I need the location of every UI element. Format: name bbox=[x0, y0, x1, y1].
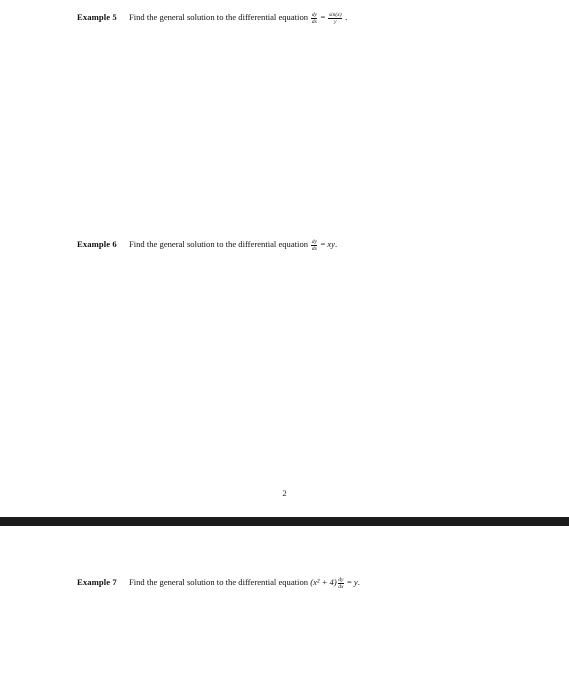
example-prompt: Find the general solution to the differential equation bbox=[128, 12, 309, 22]
example-prompt: Find the general solution to the differential equation bbox=[128, 577, 309, 587]
fraction-numerator: dy bbox=[338, 576, 344, 583]
rhs-expression: xy bbox=[327, 239, 335, 250]
fraction-denominator: y bbox=[333, 18, 337, 25]
period: . bbox=[357, 577, 360, 588]
fraction-numerator: dy bbox=[311, 11, 317, 18]
lhs-prefix: (x² + 4) bbox=[310, 577, 337, 588]
page-separator bbox=[0, 517, 569, 526]
page-number: 2 bbox=[282, 488, 287, 498]
example-label: Example 6 bbox=[77, 239, 117, 249]
fraction-denominator: dx bbox=[338, 583, 344, 590]
example-prompt: Find the general solution to the differential equation bbox=[128, 239, 309, 249]
fraction-denominator: dx bbox=[311, 18, 317, 25]
fraction-numerator: sin(x) bbox=[328, 11, 342, 18]
equals-sign: = bbox=[320, 239, 326, 250]
fraction-denominator: dx bbox=[311, 245, 317, 252]
rhs-fraction bbox=[328, 12, 342, 25]
equals-sign: = bbox=[347, 577, 352, 588]
example-5 bbox=[77, 11, 349, 25]
example-label: Example 5 bbox=[77, 12, 117, 22]
period: . bbox=[345, 12, 348, 23]
rhs-expression: y bbox=[353, 577, 358, 588]
derivative-fraction bbox=[311, 239, 317, 252]
example-6 bbox=[77, 238, 337, 252]
example-label: Example 7 bbox=[77, 577, 117, 587]
example-7 bbox=[77, 576, 360, 590]
equation bbox=[310, 576, 360, 590]
derivative-fraction bbox=[338, 577, 344, 590]
fraction-numerator: dy bbox=[311, 238, 317, 245]
equals-sign: = bbox=[320, 12, 326, 23]
equation bbox=[310, 11, 349, 25]
derivative-fraction bbox=[311, 12, 317, 25]
period: . bbox=[334, 239, 338, 250]
equation bbox=[310, 238, 337, 252]
